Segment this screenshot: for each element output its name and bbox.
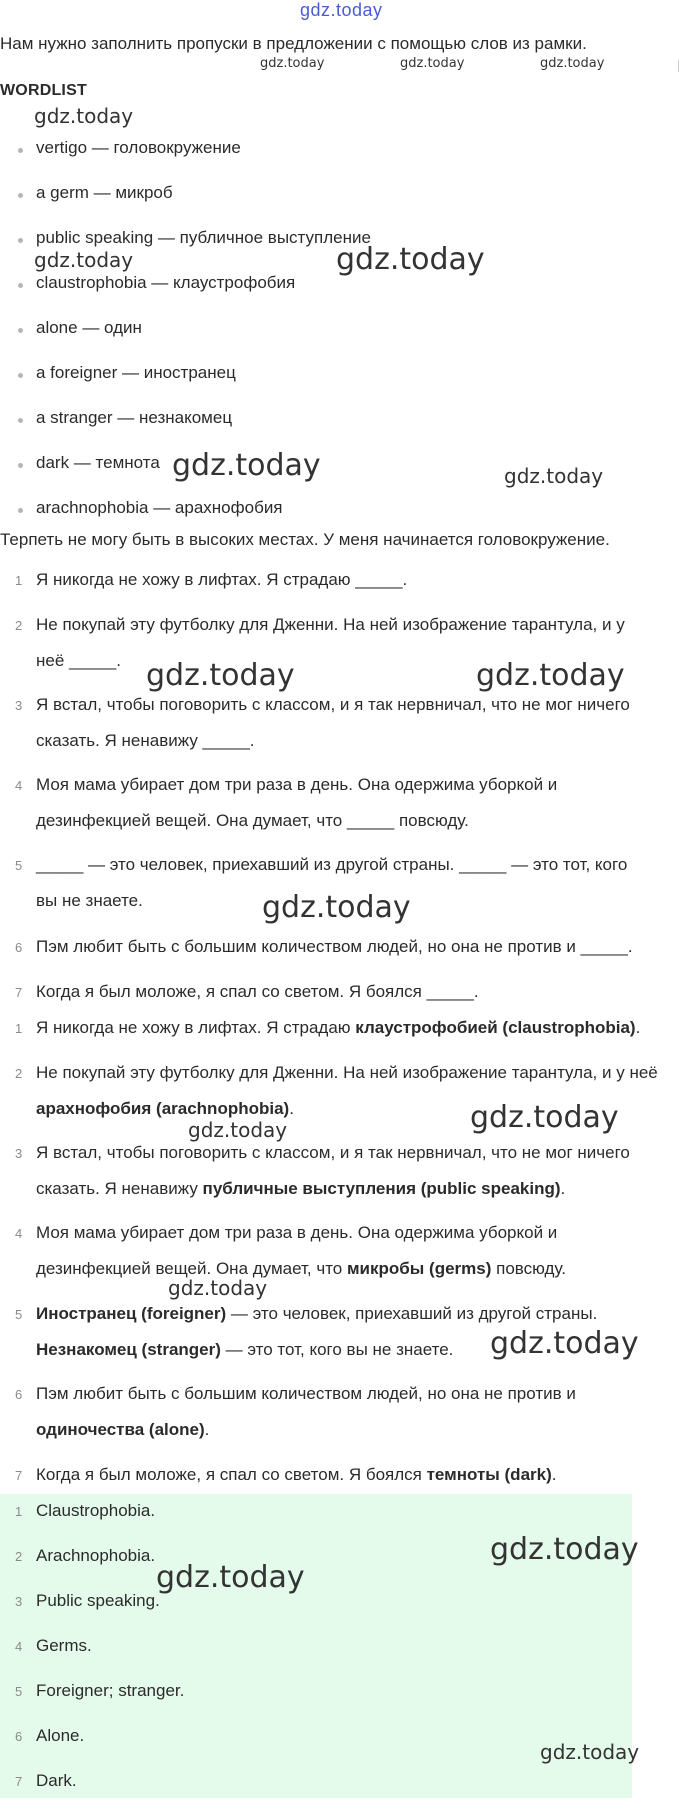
wordlist-item: dark — темнота [36, 453, 596, 473]
intro-text: Нам нужно заполнить пропуски в предложении с помощью слов из рамки. [0, 34, 587, 53]
answer-text: Пэм любит быть с большим количеством людей, но она не против и одиночества (alone). [36, 1384, 576, 1439]
answer-highlight: арахнофобия (arachnophobia) [36, 1099, 290, 1118]
item-number: 5 [15, 1684, 23, 1699]
short-answer-text: Germs. [36, 1636, 92, 1655]
short-answer-text: Arachnophobia. [36, 1546, 156, 1565]
watermark: gdz.today [400, 56, 465, 71]
item-number: 4 [15, 1639, 23, 1654]
watermark: gdz.today [470, 1100, 619, 1135]
short-answer-text: Alone. [36, 1726, 85, 1745]
short-answer-text: Public speaking. [36, 1591, 160, 1610]
item-number: 6 [15, 1387, 23, 1402]
divider [678, 60, 679, 72]
short-answer-text: Dark. [36, 1771, 77, 1790]
watermark: gdz.today [540, 56, 605, 71]
item-number: 3 [15, 1146, 23, 1161]
item-number: 7 [15, 1774, 23, 1789]
question-text: Пэм любит быть с большим количеством людей, но она не против и _____. [36, 937, 633, 956]
watermark: gdz.today [540, 1740, 640, 1764]
answer-text: Я никогда не хожу в лифтах. Я страдаю клаустрофобией (claustrophobia). [36, 1018, 641, 1037]
answer-highlight: темноты (dark) [426, 1465, 552, 1484]
item-number: 1 [15, 1021, 23, 1036]
answer-text: Не покупай эту футболку для Дженни. На ней изображение тарантула, и у неё арахнофобия (arachnophobia). [36, 1063, 658, 1118]
question-text: Не покупай эту футболку для Дженни. На ней изображение тарантула, и у неё _____. [36, 615, 625, 670]
item-number: 1 [15, 573, 23, 588]
item-number: 7 [15, 1468, 23, 1483]
item-number: 2 [15, 1066, 23, 1081]
watermark: gdz.today [476, 658, 625, 693]
item-number: 3 [15, 698, 23, 713]
wordlist-title: WORDLIST [0, 82, 87, 99]
watermark: gdz.today [34, 248, 134, 272]
watermark: gdz.today [168, 1276, 268, 1300]
wordlist-item: alone — один [36, 318, 596, 338]
item-number: 5 [15, 858, 23, 873]
answer-text: Я встал, чтобы поговорить с классом, и я так нервничал, что не мог ничего сказать. Я ненавижу публичные выступления (public speaking). [36, 1143, 630, 1198]
question-text: _____ — это человек, приехавший из другой страны. _____ — это тот, кого вы не знаете. [36, 855, 628, 910]
answer-highlight: клаустрофобией (claustrophobia) [355, 1018, 636, 1037]
answer-highlight: Незнакомец (stranger) [36, 1340, 221, 1359]
answer-text: Иностранец (foreigner) — это человек, приехавший из другой страны. Незнакомец (stranger) — это тот, кого вы не знаете. [36, 1304, 598, 1359]
answer-highlight: микробы (germs) [346, 1259, 492, 1278]
question-text: Я встал, чтобы поговорить с классом, и я так нервничал, что не мог ничего сказать. Я ненавижу _____. [36, 695, 630, 750]
question-text: Когда я был моложе, я спал со светом. Я боялся _____. [36, 982, 479, 1001]
example-sentence: Терпеть не могу быть в высоких местах. У меня начинается головокружение. [0, 530, 610, 549]
watermark: gdz.today [260, 56, 325, 71]
wordlist-item: a stranger — незнакомец [36, 408, 596, 428]
wordlist-item: arachnophobia — арахнофобия [36, 498, 596, 518]
item-number: 5 [15, 1307, 23, 1322]
item-number: 3 [15, 1594, 23, 1609]
watermark: gdz.today [34, 104, 134, 128]
item-number: 6 [15, 940, 23, 955]
item-number: 4 [15, 1226, 23, 1241]
wordlist-item: public speaking — публичное выступление [36, 228, 596, 248]
answer-highlight: публичные выступления (public speaking) [202, 1179, 561, 1198]
item-number: 1 [15, 1504, 23, 1519]
watermark: gdz.today [172, 448, 321, 483]
answer-text: Когда я был моложе, я спал со светом. Я боялся темноты (dark). [36, 1465, 557, 1484]
watermark: gdz.today [490, 1326, 639, 1361]
question-text: Я никогда не хожу в лифтах. Я страдаю _____. [36, 570, 408, 589]
wordlist-item: a foreigner — иностранец [36, 363, 596, 383]
wordlist-item: claustrophobia — клаустрофобия [36, 273, 596, 293]
short-answer-text: Foreigner; stranger. [36, 1681, 185, 1700]
watermark: gdz.today [504, 464, 604, 488]
watermark: gdz.today [156, 1560, 305, 1595]
item-number: 2 [15, 618, 23, 633]
answer-text: Моя мама убирает дом три раза в день. Она одержима уборкой и дезинфекцией вещей. Она думает, что микробы (germs) повсюду. [36, 1223, 566, 1278]
short-answer-text: Claustrophobia. [36, 1501, 156, 1520]
watermark: gdz.today [262, 890, 411, 925]
watermark: gdz.today [336, 242, 485, 277]
item-number: 4 [15, 778, 23, 793]
item-number: 6 [15, 1729, 23, 1744]
site-logo: gdz.today [300, 0, 383, 20]
item-number: 7 [15, 985, 23, 1000]
answer-highlight: Иностранец (foreigner) [36, 1304, 227, 1323]
watermark: gdz.today [490, 1532, 639, 1567]
wordlist-item: a germ — микроб [36, 183, 596, 203]
question-text: Моя мама убирает дом три раза в день. Она одержима уборкой и дезинфекцией вещей. Она думает, что _____ повсюду. [36, 775, 558, 830]
answer-highlight: одиночества (alone) [36, 1420, 205, 1439]
watermark: gdz.today [188, 1118, 288, 1142]
wordlist-item: vertigo — головокружение [36, 138, 596, 158]
item-number: 2 [15, 1549, 23, 1564]
watermark: gdz.today [146, 658, 295, 693]
